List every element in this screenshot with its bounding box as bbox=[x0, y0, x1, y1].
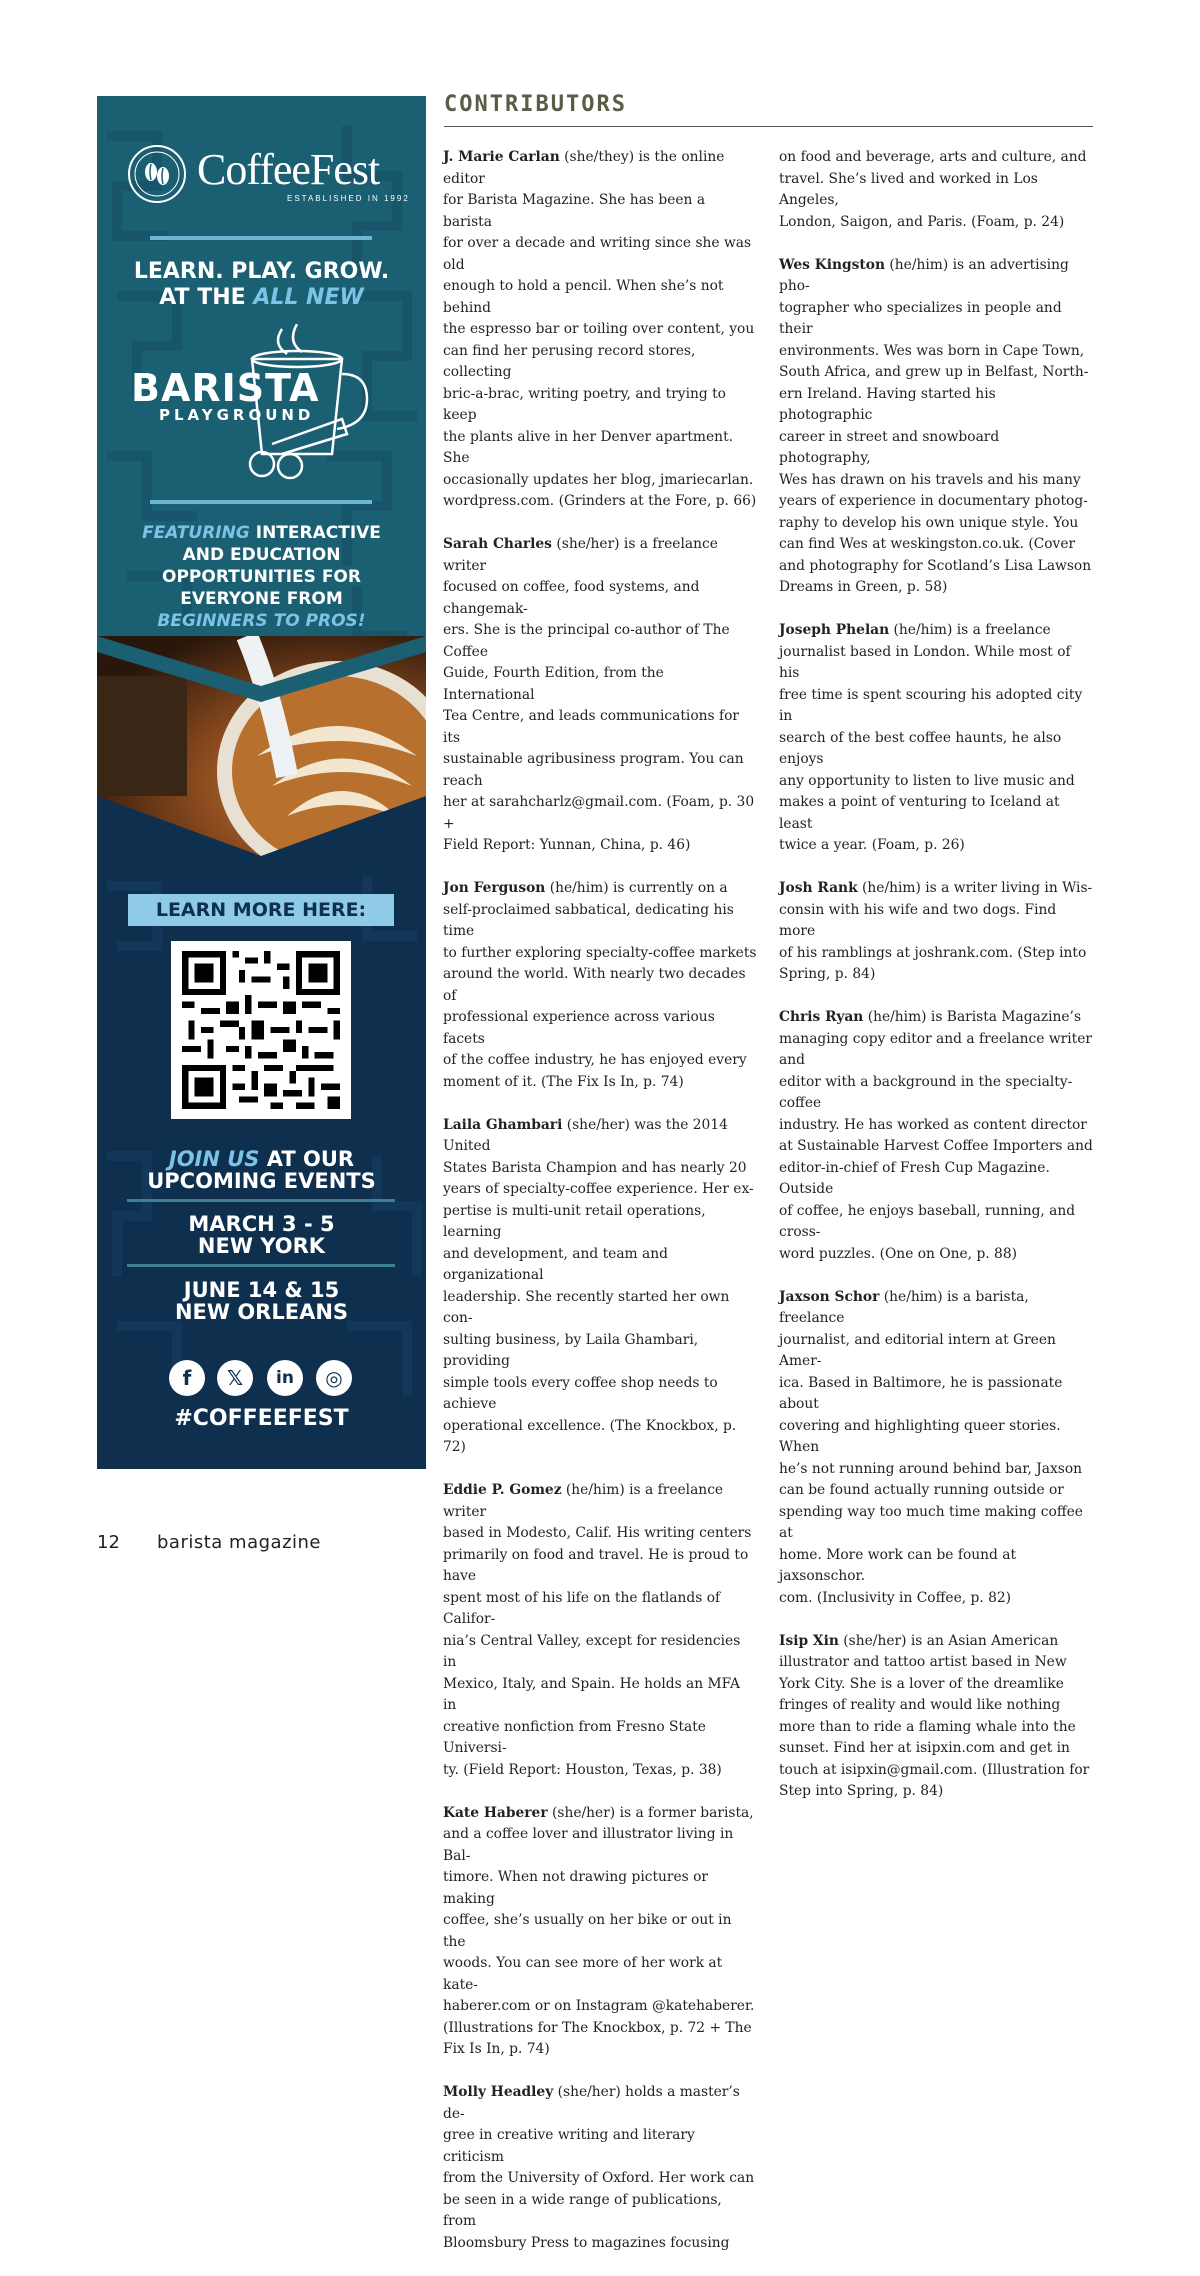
events-divider-2 bbox=[127, 1264, 395, 1267]
contributor-text: (she/her) is a former barista, and a coffee lover and illustrator living in Bal- timore. When not drawing pictures or making coffee, she’s usually on her bike or out in the woods. You can see more of her work at kate- haberer.com or on Instagram @katehaberer. (Illustrations for The Knockbox, p. 72 + The Fix Is In, p. 74) bbox=[443, 1804, 755, 2057]
contributor-text: (she/her) is an Asian American illustrator and tattoo artist based in New York City. She is a lover of the dreamlike fringes of reality and would like nothing more than to ride a flaming whale into the sunset. Find her at isipxin.com and get in touch at isipxin@gmail.com. (Illustration for Step into Spring, p. 84) bbox=[779, 1632, 1090, 1799]
contributor-text: (she/they) is the online editor for Barista Magazine. She has been a barista for over a decade and writing since she was old enough to hold a pencil. When she’s not behind the espresso bar or toiling over content, you can find her perusing record stores, collecting bric-a-brac, writing poetry, and trying to keep the plants alive in her Denver apartment. She occasionally updates her blog, jmariecarlan. wordpress.com. (Grinders at the Fore, p. 66) bbox=[443, 149, 757, 509]
qr-code-icon bbox=[181, 951, 341, 1109]
ad-headline-2-accent: ALL NEW bbox=[253, 285, 364, 310]
linkedin-icon[interactable]: in bbox=[267, 1360, 303, 1396]
contributor-bio bbox=[779, 147, 1093, 233]
contributor-text: (he/him) is a freelance writer based in Modesto, Calif. His writing centers primarily on food and travel. He is proud to have spent most of his life on the flatlands of Califor- nia’s Central Valley, except for residencies in Mexico, Italy, and Spain. He holds an MFA in creative nonfiction from Fresno State Universi- ty. (Field Report: Houston, Texas, p. 38) bbox=[443, 1482, 752, 1778]
contributor-bio bbox=[443, 1480, 757, 1781]
contributor-name: Jaxson Schor bbox=[779, 1288, 880, 1305]
join-plain: AT OUR bbox=[259, 1147, 355, 1171]
ad-chevrons bbox=[97, 96, 426, 936]
qr-code[interactable] bbox=[171, 941, 351, 1119]
contributor-bio bbox=[443, 878, 757, 1093]
contributor-bio bbox=[779, 620, 1093, 857]
contributor-bio bbox=[779, 1631, 1093, 1803]
contributors-column-2 bbox=[779, 147, 1093, 1824]
contributor-bio bbox=[443, 1803, 757, 2061]
magazine-name: barista magazine bbox=[157, 1532, 321, 1553]
contributor-text: on food and beverage, arts and culture, and travel. She’s lived and worked in Los Angeles, London, Saigon, and Paris. (Foam, p. 24) bbox=[779, 149, 1087, 230]
feat-line-5: BEGINNERS TO PROS! bbox=[157, 611, 366, 631]
events-divider bbox=[127, 1199, 395, 1202]
contributor-bio bbox=[779, 1007, 1093, 1265]
feat-line-1: INTERACTIVE bbox=[249, 523, 381, 543]
contributor-text: (she/her) was the 2014 United States Barista Champion and has nearly 20 years of specialty-coffee experience. Her ex- pertise is multi-unit retail operations, learning and development, and team and organizational leadership. She recently started her own con- sulting business, by Laila Ghambari, providing simple tools every coffee shop needs to achieve operational excellence. (The Knockbox, p. 72) bbox=[443, 1116, 754, 1455]
contributor-text: (he/him) is a freelance journalist based in London. While most of his free time is spent scouring his adopted city in search of the best coffee haunts, he also enjoys any opportunity to listen to live music and makes a point of venturing to Iceland at least twice a year. (Foam, p. 26) bbox=[779, 622, 1083, 853]
feat-accent: FEATURING bbox=[142, 523, 250, 543]
ad-headline-1: LEARN. PLAY. GROW. bbox=[133, 259, 390, 284]
contributor-bio bbox=[443, 534, 757, 857]
contributor-name: Kate Haberer bbox=[443, 1804, 548, 1821]
ad-divider bbox=[150, 236, 372, 240]
ad-feature-text bbox=[97, 522, 426, 632]
contributor-bio bbox=[779, 1287, 1093, 1610]
contributor-text: (he/him) is an advertising pho- tographer who specializes in people and their environments. Wes was born in Cape Town, South Africa, and grew up in Belfast, North- ern Ireland. Having started his photographic career in street and snowboard photography, Wes has drawn on his travels and his many years of experience in documentary photog- raphy to develop his own unique style. You can find Wes at weskingston.co.uk. (Cover and photography for Scotland’s Lisa Lawson Dreams in Green, p. 58) bbox=[779, 256, 1092, 595]
contributor-name: Jon Ferguson bbox=[443, 880, 546, 896]
contributor-text: (he/him) is Barista Magazine’s managing copy editor and a freelance writer and editor with a background in the specialty-coffee industry. He has worked as content director at Sustainable Harvest Coffee Importers and editor-in-chief of Fresh Cup Magazine. Outside of coffee, he enjoys baseball, running, and cross- word puzzles. (One on One, p. 88) bbox=[779, 1009, 1093, 1262]
contributor-text: (he/him) is currently on a self-proclaimed sabbatical, dedicating his time to further exploring specialty-coffee markets around the world. With nearly two decades of professional experience across various facets of the coffee industry, he has enjoyed every moment of it. (The Fix Is In, p. 74) bbox=[443, 880, 757, 1090]
instagram-icon[interactable]: ◎ bbox=[316, 1360, 352, 1396]
contributor-name: Molly Headley bbox=[443, 2084, 554, 2100]
feat-line-3: OPPORTUNITIES FOR bbox=[162, 567, 361, 587]
feat-line-4: EVERYONE FROM bbox=[180, 589, 343, 609]
facebook-icon[interactable]: f bbox=[169, 1360, 205, 1396]
section-title: CONTRIBUTORS bbox=[444, 92, 627, 117]
barista-title: BARISTA bbox=[131, 366, 320, 410]
contributor-name: Chris Ryan bbox=[779, 1009, 864, 1025]
contributor-text: (he/him) is a barista, freelance journalist, and editorial intern at Green Amer- ica. Based in Baltimore, he is passionate about covering and highlighting queer stories. When he’s not running around behind bar, Jaxson can be found actually running outside or spending way too much time making coffee at home. More work can be found at jaxsonschor. com. (Inclusivity in Coffee, p. 82) bbox=[779, 1288, 1083, 1606]
contributor-name: Joseph Phelan bbox=[779, 622, 890, 638]
contributor-name: Laila Ghambari bbox=[443, 1116, 563, 1133]
contributor-bio bbox=[779, 255, 1093, 599]
upcoming-events: UPCOMING EVENTS bbox=[147, 1169, 376, 1193]
playground-title: PLAYGROUND bbox=[159, 406, 315, 424]
ad-divider-2 bbox=[150, 500, 372, 504]
learn-more-button[interactable]: LEARN MORE HERE: bbox=[128, 894, 394, 926]
join-accent: JOIN US bbox=[168, 1147, 260, 1171]
event-2-date: JUNE 14 & 15 bbox=[183, 1278, 340, 1302]
contributor-name: Isip Xin bbox=[779, 1632, 839, 1649]
coffee-bean-seal-icon bbox=[127, 144, 187, 204]
ad-headline-2 bbox=[97, 285, 426, 311]
contributors-column-1 bbox=[443, 147, 757, 2276]
contributor-text: (she/her) holds a master’s de- gree in creative writing and literary criticism from the University of Oxford. Her work can be seen in a wide range of publications, from Bloomsbury Press to magazines focusing bbox=[443, 2084, 755, 2251]
ad-headline-2-plain: AT THE bbox=[159, 285, 254, 310]
feat-line-2: AND EDUCATION bbox=[182, 545, 341, 565]
contributor-text: (he/him) is a writer living in Wis- consin with his wife and two dogs. Find more of his ramblings at joshrank.com. (Step into Spring, p. 84) bbox=[779, 880, 1093, 982]
contributor-bio bbox=[443, 1115, 757, 1459]
join-us-line bbox=[97, 1148, 426, 1170]
coffeefest-ad[interactable] bbox=[97, 96, 426, 1469]
contributor-name: Wes Kingston bbox=[779, 256, 886, 273]
event-2-city: NEW ORLEANS bbox=[174, 1300, 349, 1324]
contributor-name: Josh Rank bbox=[779, 880, 858, 896]
page-number: 12 bbox=[97, 1532, 120, 1553]
contributor-text: (she/her) is a freelance writer focused on coffee, food systems, and changemak- ers. She is the principal co-author of The Coffee Guide, Fourth Edition, from the International Tea Centre, and leads communications for its sustainable agribusiness program. You can reach her at sarahcharlz@gmail.com. (Foam, p. 30 + Field Report: Yunnan, China, p. 46) bbox=[443, 536, 755, 853]
contributor-bio bbox=[443, 147, 757, 513]
contributor-bio bbox=[779, 878, 1093, 986]
contributor-name: Sarah Charles bbox=[443, 536, 552, 552]
contributor-name: J. Marie Carlan bbox=[443, 149, 560, 165]
coffeefest-logo[interactable] bbox=[127, 144, 410, 204]
logo-wordmark: CoffeeFest bbox=[197, 145, 380, 194]
section-rule bbox=[444, 126, 1093, 127]
x-icon[interactable]: 𝕏 bbox=[217, 1360, 253, 1396]
contributor-name: Eddie P. Gomez bbox=[443, 1482, 562, 1498]
hashtag: #COFFEEFEST bbox=[174, 1406, 349, 1431]
logo-tagline: ESTABLISHED IN 1992 bbox=[287, 194, 410, 203]
event-1-date: MARCH 3 - 5 bbox=[188, 1212, 335, 1236]
contributor-bio bbox=[443, 2082, 757, 2254]
event-1-city: NEW YORK bbox=[197, 1234, 326, 1258]
